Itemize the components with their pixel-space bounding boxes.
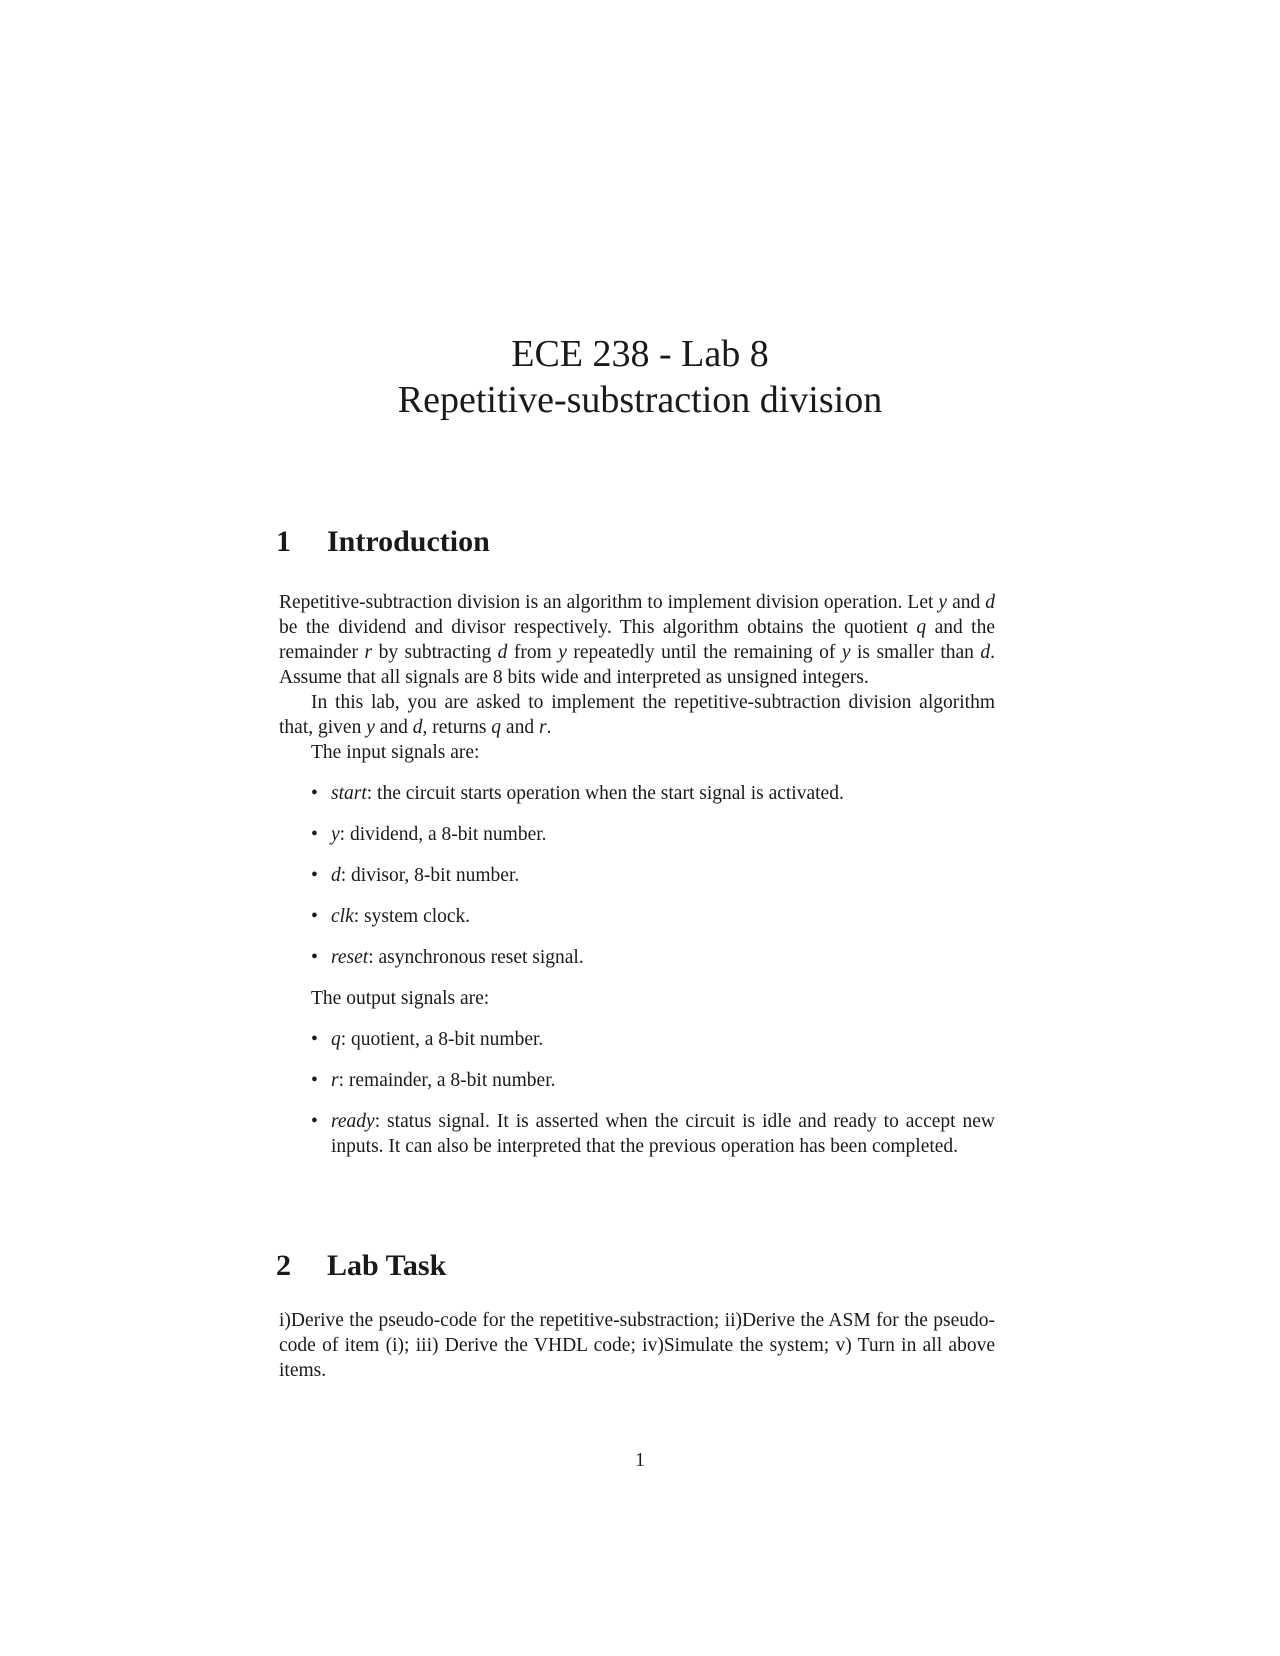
signal-description: : remainder, a 8-bit number.: [338, 1070, 556, 1091]
output-signal-list: [279, 1027, 995, 1159]
section-title: Lab Task: [327, 1249, 447, 1282]
signal-description: : status signal. It is asserted when the circuit is idle and ready to accept new inputs. It can also be interpreted that the previous operation has been completed.: [331, 1111, 995, 1157]
signal-name: y: [331, 824, 340, 845]
list-item: [279, 1068, 995, 1093]
signal-description: : asynchronous reset signal.: [368, 947, 584, 968]
bullet-icon: •: [311, 1111, 318, 1132]
signal-name: start: [331, 783, 367, 804]
input-signal-list: [279, 781, 995, 970]
document-title: [0, 331, 1280, 423]
lab-task-paragraph: i)Derive the pseudo-code for the repetitive-substraction; ii)Derive the ASM for the pseudo-code of item (i); iii) Derive the VHDL code; iv)Simulate the system; v) Turn in all above items.: [279, 1310, 995, 1381]
lab-task-body: [279, 1308, 995, 1383]
section-heading-introduction: [276, 524, 490, 560]
intro-paragraph-1: Repetitive-subtraction division is an algorithm to implement division operation. Let y and d be the dividend and divisor respectively. This algorithm obtains the quotient q and the remainder r by subtracting d from y repeatedly until the remaining of y is smaller than d. Assume that all signals are 8 bits wide and interpreted as unsigned integers.: [279, 592, 995, 688]
bullet-icon: •: [311, 947, 318, 968]
bullet-icon: •: [311, 824, 318, 845]
title-course: ECE 238 - Lab 8: [511, 333, 769, 375]
introduction-body: [279, 590, 995, 1159]
section-heading-lab-task: [276, 1248, 446, 1284]
section-title: Introduction: [327, 525, 490, 558]
signal-name: q: [331, 1029, 341, 1050]
signal-name: d: [331, 865, 341, 886]
signal-description: : the circuit starts operation when the start signal is activated.: [366, 783, 844, 804]
bullet-icon: •: [311, 906, 318, 927]
signal-name: ready: [331, 1111, 375, 1132]
signal-name: clk: [331, 906, 354, 927]
inputs-intro: The input signals are:: [311, 742, 480, 763]
bullet-icon: •: [311, 783, 318, 804]
outputs-intro: The output signals are:: [311, 988, 490, 1009]
bullet-icon: •: [311, 865, 318, 886]
signal-description: : dividend, a 8-bit number.: [339, 824, 547, 845]
list-item: [279, 1027, 995, 1052]
list-item: [279, 822, 995, 847]
list-item: [279, 1109, 995, 1159]
intro-paragraph-2: In this lab, you are asked to implement the repetitive-subtraction division algorithm that, given y and d, returns q and r.: [279, 692, 995, 738]
page-number: 1: [635, 1450, 645, 1471]
list-item: [279, 904, 995, 929]
signal-description: : system clock.: [353, 906, 471, 927]
bullet-icon: •: [311, 1029, 318, 1050]
signal-description: : quotient, a 8-bit number.: [340, 1029, 544, 1050]
signal-name: reset: [331, 947, 369, 968]
section-number: 2: [276, 1249, 291, 1282]
list-item: [279, 863, 995, 888]
signal-name: r: [331, 1070, 339, 1091]
list-item: [279, 945, 995, 970]
list-item: [279, 781, 995, 806]
bullet-icon: •: [311, 1070, 318, 1091]
section-number: 1: [276, 525, 291, 558]
signal-description: : divisor, 8-bit number.: [340, 865, 520, 886]
title-topic: Repetitive-substraction division: [397, 379, 883, 421]
